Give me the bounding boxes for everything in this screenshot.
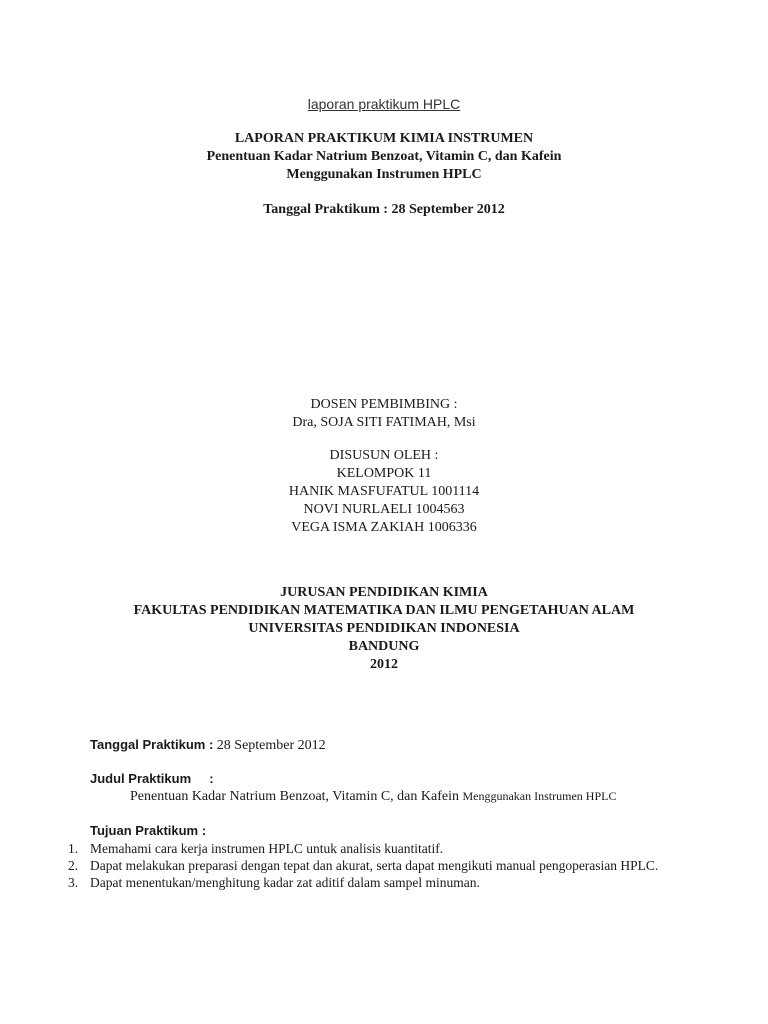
institution-block [0,584,768,674]
list-item-number: 1. [68,841,79,856]
authors-block [0,447,768,537]
author-1: HANIK MASFUFATUL 1001114 [288,484,480,499]
detail-objectives [90,822,680,840]
title-line-3: Menggunakan Instrumen HPLC [286,167,482,182]
list-item [68,857,678,874]
list-item-number: 2. [68,858,79,873]
author-3: VEGA ISMA ZAKIAH 1006336 [291,520,477,535]
title-line-2: Penentuan Kadar Natrium Benzoat, Vitamin C, dan Kafein [206,149,562,164]
faculty: FAKULTAS PENDIDIKAN MATEMATIKA DAN ILMU PENGETAHUAN ALAM [133,603,635,618]
detail-title-value [130,788,680,805]
objectives-list [68,840,678,891]
university: UNIVERSITAS PENDIDIKAN INDONESIA [248,621,520,636]
detail-date-label: Tanggal Praktikum : [90,737,214,752]
list-item [68,840,678,857]
list-item [68,874,678,891]
detail-date-value: 28 September 2012 [213,738,326,753]
list-item-text: Dapat melakukan preparasi dengan tepat dan akurat, serta dapat mengikuti manual pengoperasian HPLC. [90,858,659,873]
document-title-link[interactable]: laporan praktikum HPLC [307,96,461,112]
detail-title-label: Judul Praktikum : [90,771,214,786]
objectives-label: Tujuan Praktikum : [90,823,207,838]
report-title [0,130,768,184]
title-line-1: LAPORAN PRAKTIKUM KIMIA INSTRUMEN [234,131,534,146]
list-item-text: Memahami cara kerja instrumen HPLC untuk analisis kuantitatif. [90,841,444,856]
authors-label: DISUSUN OLEH : [329,448,439,463]
detail-title-small: Menggunakan Instrumen HPLC [462,789,617,803]
supervisor-block [0,396,768,432]
supervisor-label: DOSEN PEMBIMBING : [310,397,458,412]
group-name: KELOMPOK 11 [336,466,432,481]
supervisor-name: Dra, SOJA SITI FATIMAH, Msi [292,415,476,430]
practicum-date: Tanggal Praktikum : 28 September 2012 [263,202,505,217]
list-item-number: 3. [68,875,79,890]
detail-title-main: Penentuan Kadar Natrium Benzoat, Vitamin C, dan Kafein [130,789,463,804]
city: BANDUNG [348,639,420,654]
detail-date [90,736,680,754]
detail-title [90,770,680,805]
list-item-text: Dapat menentukan/menghitung kadar zat aditif dalam sampel minuman. [90,875,480,890]
department: JURUSAN PENDIDIKAN KIMIA [280,585,488,600]
year: 2012 [370,657,398,672]
author-2: NOVI NURLAELI 1004563 [303,502,465,517]
